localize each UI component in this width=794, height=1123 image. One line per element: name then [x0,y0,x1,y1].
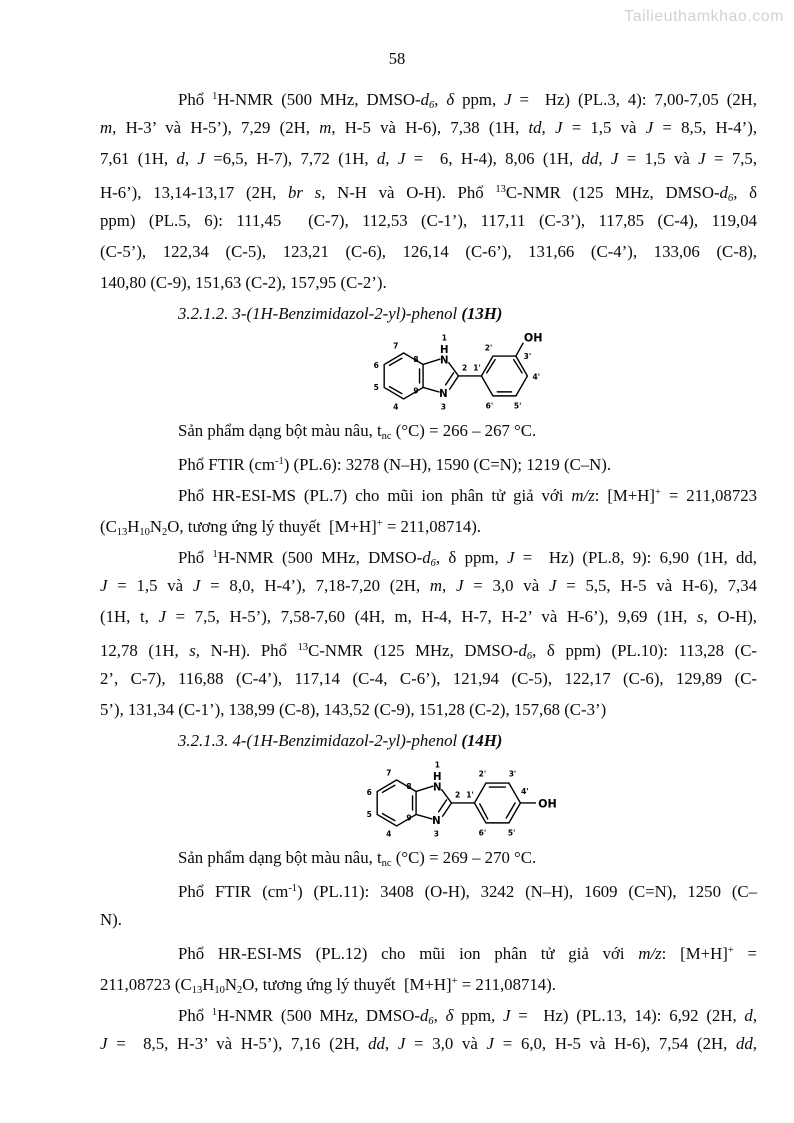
atom-label: 1' [472,363,481,373]
atom-label: 6' [478,828,487,838]
atom-label: H [433,771,442,783]
atom-label: 5' [507,828,516,838]
text-line: 5’), 131,34 (C-1’), 138,99 (C-8), 143,52 (C-9), 151,28 (C-2), 157,68 (C-3’) [100,700,607,719]
atom-label: 2 [454,790,461,800]
text-line: Phổ $^1$H-NMR (500 MHz, DMSO-d6, δ ppm, J = Hz) (PL.13, 14): 6,92 (2H, d, [178,1006,758,1027]
atom-label: 4' [521,787,529,797]
paragraph-section-3 [100,842,757,1059]
page-number: 58 [388,49,406,68]
hydroxyl-label: OH [523,331,543,345]
structure-13h-diagram [355,330,563,414]
atom-label: 2' [478,769,487,779]
text-line: (1H, t, J = 7,5, H-5’), 7,58-7,60 (4H, m, H-4, H-7, H-2’ và H-6’), 9,69 (1H, s, O-H), [100,607,758,626]
atom-label: N [439,355,449,367]
bond-lines [377,780,535,826]
atom-label: 7 [386,768,392,778]
text-line: Phổ HR-ESI-MS (PL.12) cho mũi ion phân tử giả với m/z: [M+H]+ = [178,944,757,963]
atom-label: 9 [413,386,419,396]
structure-14h [100,757,757,841]
atom-label: 9 [406,813,412,823]
atom-label: 6 [366,788,372,798]
text-line: J = 1,5 và J = 8,0, H-4’), 7,18-7,20 (2H, m, J = 3,0 và J = 5,5, H-5 và H-6), 7,34 [100,576,757,595]
paragraph-section-1 [100,81,757,329]
text-line: Phổ FTIR $(cm^{-1})$ (PL.6): 3278 (N–H), 1590 (C=N); 1219 (C–N). [178,455,612,474]
atom-label: 8 [406,781,412,791]
atom-label: 2' [484,343,492,353]
text-line: Phổ $^1$H-NMR (500 MHz, DMSO-d6, δ ppm, J = Hz) (PL.8, 9): 6,90 (1H, dd, [178,548,757,569]
structure-14h-diagram [348,757,569,841]
text-line: 12,78 (1H, s, N-H). Phổ $^{13}$C-NMR (125 MHz, DMSO-d6, δ ppm) (PL.10): 113,28 (C- [100,641,758,662]
atom-label: 4' [532,372,540,382]
atom-label: 3' [523,352,531,362]
structure-13h [100,330,757,414]
paragraph-section-2 [100,415,757,756]
text-line: Phổ $^1$H-NMR (500 MHz, DMSO-d6, δ ppm, J = Hz) (PL.3, 4): 7,00-7,05 (2H, [178,90,758,111]
text-line: 7,61 (1H, d, J =6,5, H-7), 7,72 (1H, d, J = 6, H-4), 8,06 (1H, dd, J = 1,5 và J = 7,5, [100,149,758,168]
text-line: J = 8,5, H-3’ và H-5’), 7,16 (2H, dd, J = 3,0 và J = 6,0, H-5 và H-6), 7,54 (2H, dd, [100,1034,757,1053]
text-line: m, H-3’ và H-5’), 7,29 (2H, m, H-5 và H-6), 7,38 (1H, td, J = 1,5 và J = 8,5, H-4’), [100,118,758,137]
atom-label: H [439,344,449,356]
atom-label: N [433,782,442,794]
atom-label: 4 [392,402,398,412]
text-line: 140,80 (C-9), 151,63 (C-2), 157,95 (C-2’). [100,273,387,292]
text-line: (C-5’), 122,34 (C-5), 123,21 (C-6), 126,14 (C-6’), 131,66 (C-4’), 133,06 (C-8), [100,242,757,261]
text-line: 211,08723 ($C_{13}H_{10}N_2O$, tương ứng lý thuyết [M+H]+ = 211,08714). [100,975,556,996]
text-line: 2’, C-7), 116,88 (C-4’), 117,14 (C-4, C-6’), 121,94 (C-5), 122,17 (C-6), 129,89 (C- [100,669,757,688]
watermark: Tailieuthamkhao.com [624,8,784,25]
text-line: Phổ FTIR $(cm^{-1})$ (PL.11): 3408 (O-H), 3242 (N–H), 1609 (C=N), 1250 (C– [178,882,757,901]
atom-label: N [438,389,448,401]
text-line: 3.2.1.2. 3-(1H-Benzimidazol-2-yl)-phenol (13H) [178,304,503,323]
text-line: N). [100,910,122,929]
atom-label: 4 [386,829,392,839]
atom-label: 5' [513,401,522,411]
atom-label: 3' [508,769,517,779]
atom-label: 2 [461,363,467,373]
atom-label: 3 [433,829,439,839]
atom-label: 5 [373,383,379,393]
hydroxyl-label: OH [538,797,557,811]
atom-label: 6' [485,401,493,411]
atom-label: 1' [466,790,474,800]
atom-label: N [432,816,441,828]
atom-label: 6 [373,361,379,371]
text-line: 3.2.1.3. 4-(1H-Benzimidazol-2-yl)-phenol (14H) [178,731,503,750]
text-line: ppm) (PL.5, 6): 111,45 (C-7), 112,53 (C-1’), 117,11 (C-3’), 117,85 (C-4), 119,04 [100,211,757,230]
atom-label: 7 [392,341,398,351]
text-line: ($C_{13}H_{10}N_2O$, tương ứng lý thuyết [M+H]+ = 211,08714). [100,517,482,538]
atom-label: 5 [366,810,372,820]
text-line: Phổ HR-ESI-MS (PL.7) cho mũi ion phân tử giả với m/z: [M+H]+ = 211,08723 [178,486,757,505]
text-line: Sản phẩm dạng bột màu nâu, $t_{nc}$ (°C) = 269 – 270 °C. [178,848,537,869]
text-line: H-6’), 13,14-13,17 (2H, br s, N-H và O-H). Phổ $^{13}$C-NMR (125 MHz, DMSO-d6, δ [100,183,758,204]
atom-label: 8 [413,354,419,364]
text-line: Sản phẩm dạng bột màu nâu, $t_{nc}$ (°C) = 266 – 267 °C. [178,421,537,442]
atom-label: 1 [441,333,447,343]
document-body [100,81,757,1059]
atom-label: 1 [434,760,440,770]
bond-lines [384,343,527,399]
atom-label: 3 [440,402,446,412]
